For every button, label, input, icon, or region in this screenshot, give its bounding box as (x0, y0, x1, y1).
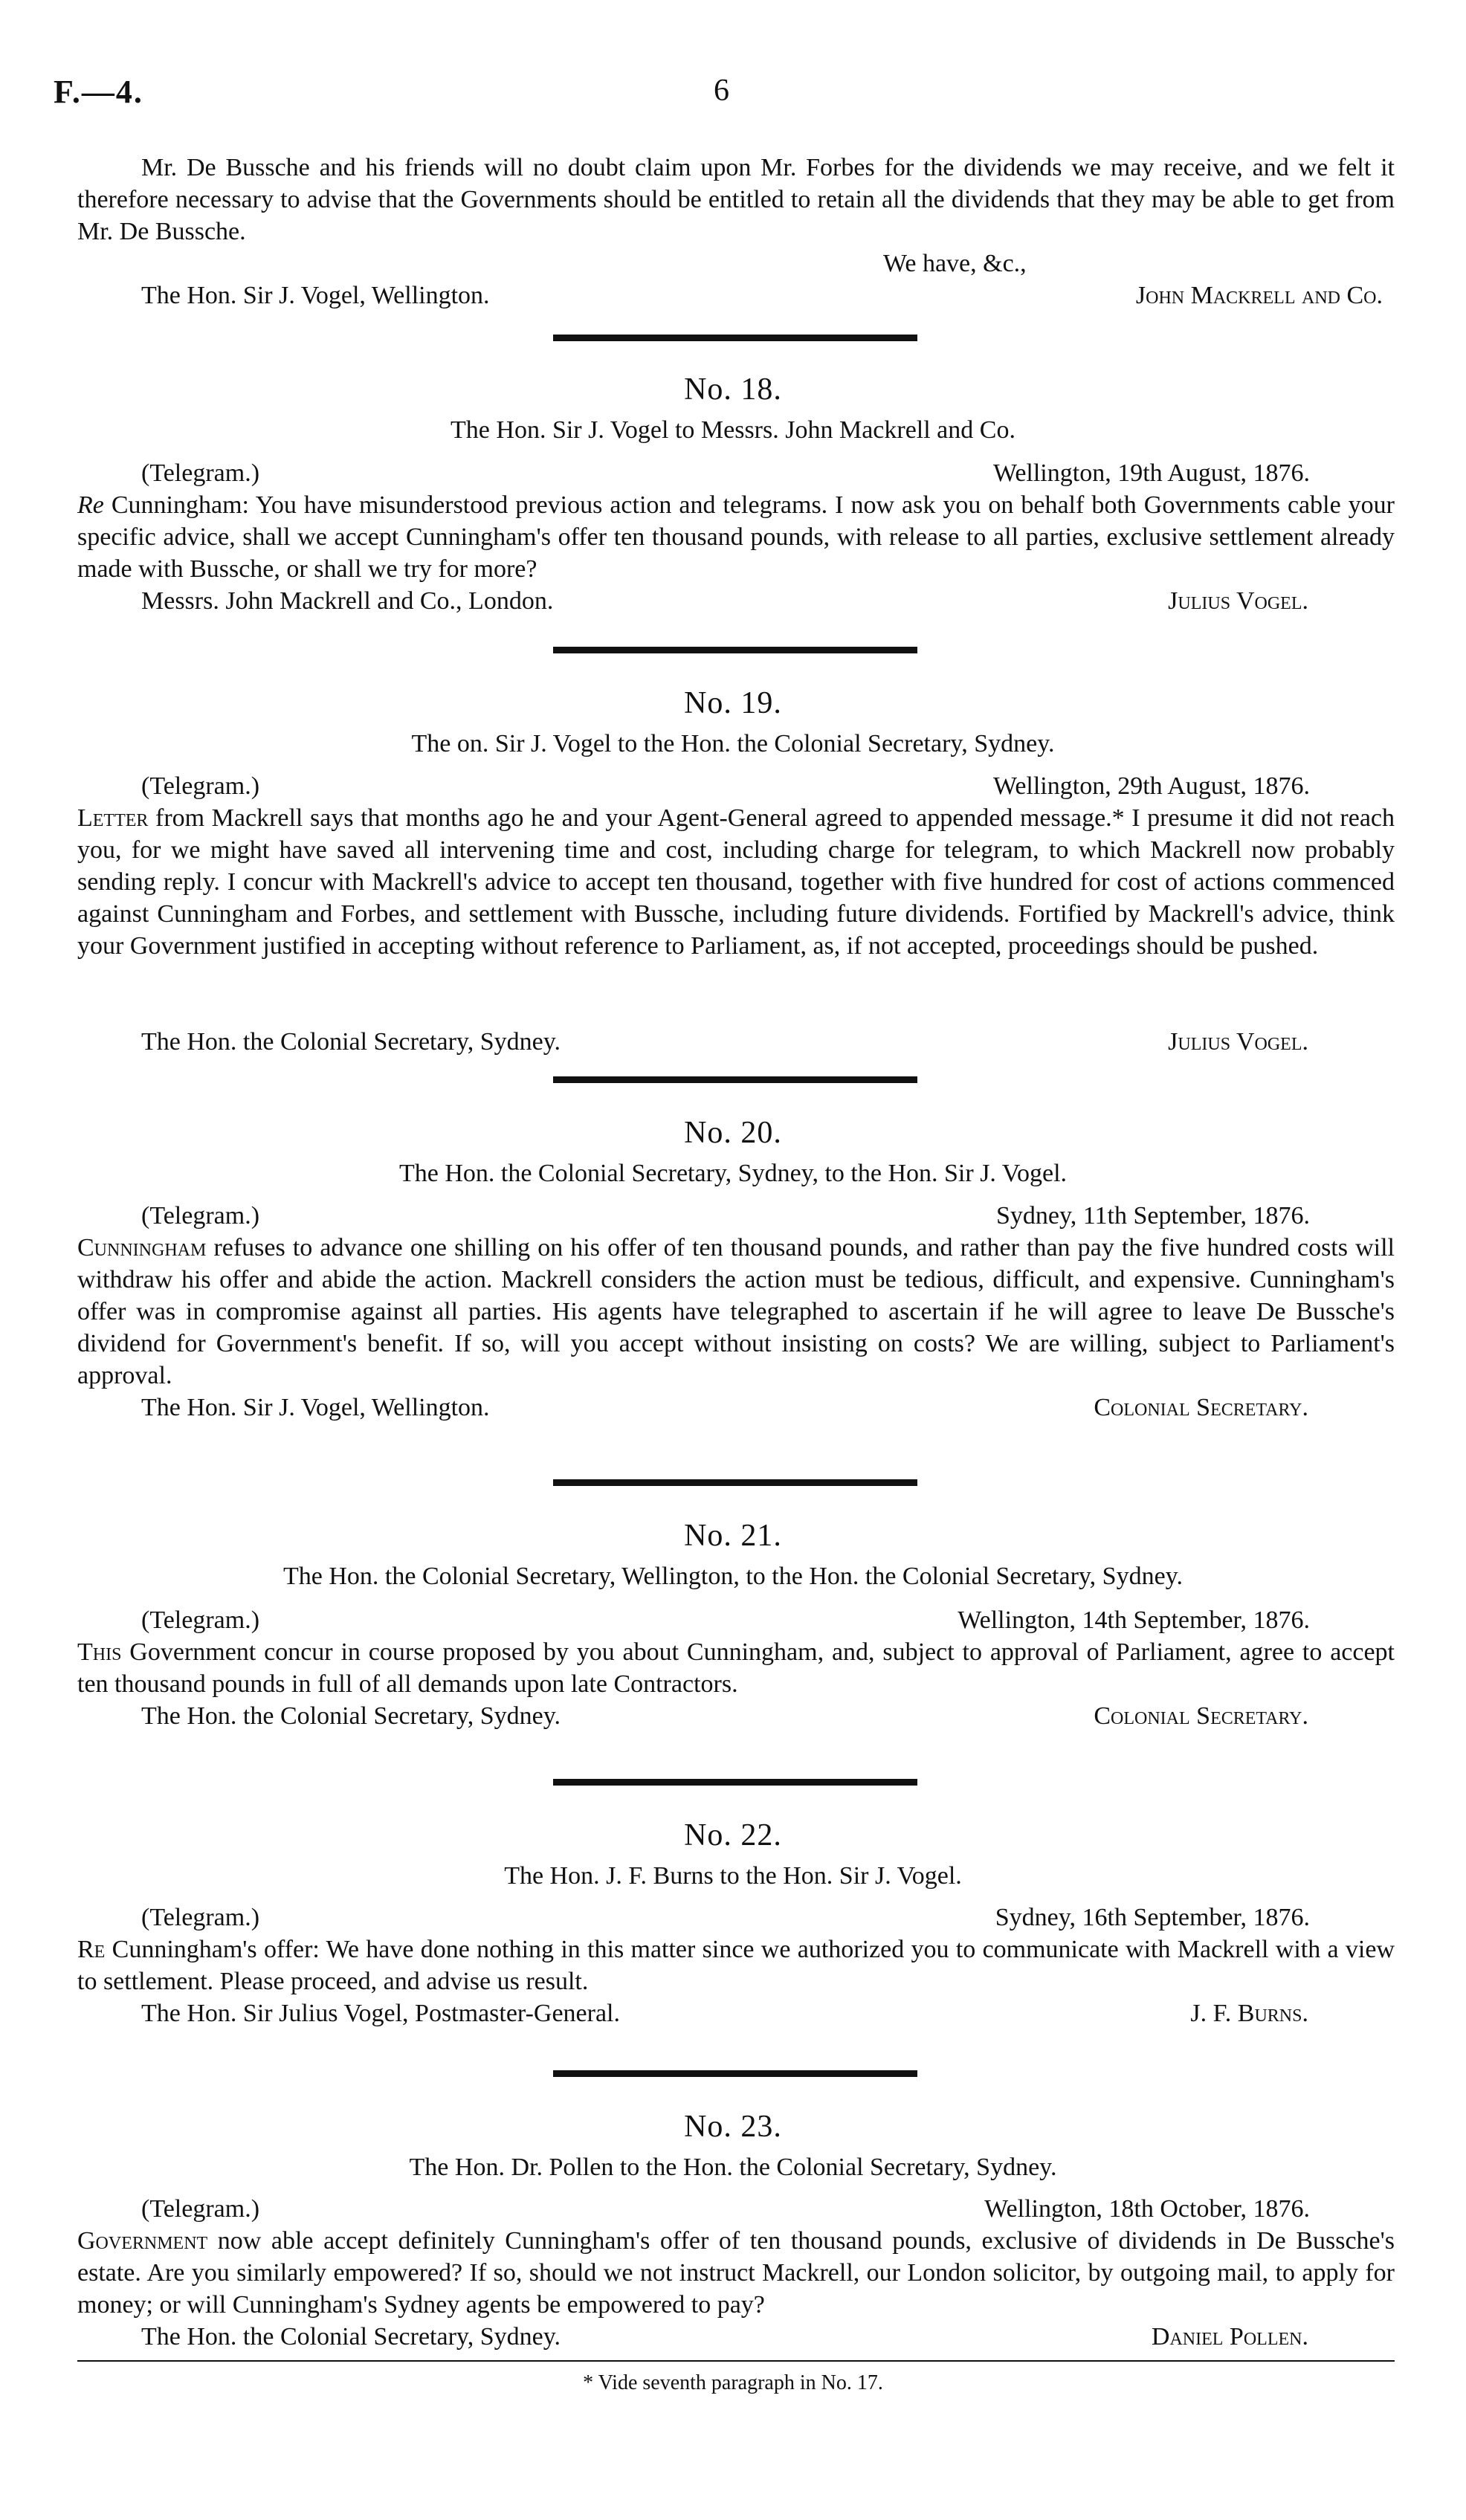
letter-number: No. 20. (684, 1116, 782, 1150)
letter-body-lead: Government (77, 2227, 208, 2255)
footnote-rule (77, 2360, 1395, 2362)
letter-dateline: Wellington, 29th August, 1876. (992, 772, 1310, 800)
section-divider (553, 2070, 917, 2077)
section-divider (553, 647, 917, 653)
continuation-addressee: The Hon. Sir J. Vogel, Wellington. (141, 282, 490, 309)
letter-dateline: Sydney, 11th September, 1876. (995, 1202, 1310, 1230)
letter-signature: Colonial Secretary. (1094, 1702, 1308, 1730)
letter-type: (Telegram.) (141, 459, 260, 487)
letter-type: (Telegram.) (141, 1606, 260, 1634)
letter-body (77, 1933, 1395, 1997)
letter-dateline: Wellington, 14th September, 1876. (958, 1606, 1310, 1634)
letter-body-text: Cunningham: You have misunderstood previous action and telegrams. I now ask you on behalf both Governments cable your specific advice, shall we accept Cunningham's offer ten thousand pounds, with release to all parties, exclusive settlement already made with Bussche, or shall we try for more? (77, 491, 1395, 583)
letter-dateline: Wellington, 19th August, 1876. (992, 459, 1310, 487)
letter-body (77, 1232, 1395, 1392)
letter-addressee: The Hon. the Colonial Secretary, Sydney. (141, 2323, 561, 2351)
letter-type: (Telegram.) (141, 2195, 260, 2223)
letter-dateline: Sydney, 16th September, 1876. (995, 1904, 1310, 1931)
section-divider (553, 335, 917, 341)
letter-title: The on. Sir J. Vogel to the Hon. the Colonial Secretary, Sydney. (411, 730, 1055, 757)
letter-title: The Hon. the Colonial Secretary, Sydney, to the Hon. Sir J. Vogel. (398, 1160, 1068, 1187)
letter-body-text: Government concur in course proposed by you about Cunningham, and, subject to approval of Parliament, agree to accept ten thousand pounds in full of all demands upon late Contractors. (77, 1638, 1395, 1698)
letter-addressee: The Hon. the Colonial Secretary, Sydney. (141, 1028, 561, 1056)
series-reference: F.—4. (54, 74, 143, 110)
continuation-paragraph: Mr. De Bussche and his friends will no doubt claim upon Mr. Forbes for the dividends we may receive, and we felt it therefore necessary to advise that the Governments should be entitled to retain all the dividends that they may be able to get from Mr. De Bussche. (77, 154, 1395, 245)
letter-number: No. 22. (684, 1818, 782, 1852)
section-divider (553, 1779, 917, 1786)
letter-body (77, 802, 1395, 962)
letter-title: The Hon. J. F. Burns to the Hon. Sir J. Vogel. (504, 1862, 962, 1890)
letter-signature: Daniel Pollen. (1151, 2323, 1308, 2351)
letter-number: No. 23. (684, 2110, 782, 2144)
letter-type: (Telegram.) (141, 1904, 260, 1931)
letter-body-text: refuses to advance one shilling on his offer of ten thousand pounds, and rather than pay the five hundred costs will withdraw his offer and abide the action. Mackrell considers the action must be tedious, difficult, and expensive. Cunningham's offer was in compromise against all parties. His agents have telegraphed to ascertain if he will agree to leave De Bussche's dividend for Government's benefit. If so, will you accept without insisting on costs? We are willing, subject to Parliament's approval. (77, 1234, 1395, 1389)
letter-body (77, 1636, 1395, 1700)
letter-body-text: now able accept definitely Cunningham's offer of ten thousand pounds, exclusive of dividends in De Bussche's estate. Are you similarly empowered? If so, should we not instruct Mackrell, our London solicitor, by outgoing mail, to apply for money; or will Cunningham's Sydney agents be empowered to pay? (77, 2227, 1395, 2319)
letter-body-lead: Letter (77, 804, 149, 832)
footnote: * Vide seventh paragraph in No. 17. (583, 2371, 883, 2394)
letter-number: No. 18. (684, 372, 782, 407)
letter-addressee: The Hon. the Colonial Secretary, Sydney. (141, 1702, 561, 1730)
letter-type: (Telegram.) (141, 772, 260, 800)
letter-number: No. 21. (684, 1519, 782, 1553)
letter-body-text: from Mackrell says that months ago he and your Agent-General agreed to appended message.* I presume it did not reach you, for we might have saved all intervening time and cost, including charge for telegram, to which Mackrell now probably sending reply. I concur with Mackrell's advice to accept ten thousand, together with five hundred for cost of actions commenced against Cunningham and Forbes, and settlement with Bussche, including future dividends. Fortified by Mackrell's advice, think your Government justified in accepting without reference to Parliament, as, if not accepted, proceedings should be pushed. (77, 804, 1395, 960)
letter-addressee: The Hon. Sir J. Vogel, Wellington. (141, 1394, 490, 1421)
page-number: 6 (714, 74, 729, 108)
letter-title: The Hon. the Colonial Secretary, Wellington, to the Hon. the Colonial Secretary, Sydney. (283, 1563, 1183, 1590)
section-divider (553, 1076, 917, 1083)
letter-body (77, 489, 1395, 585)
letter-addressee: The Hon. Sir Julius Vogel, Postmaster-General. (141, 2000, 620, 2027)
letter-signature: Julius Vogel. (1168, 1028, 1308, 1056)
letter-dateline: Wellington, 18th October, 1876. (984, 2195, 1310, 2223)
letter-title: The Hon. Sir J. Vogel to Messrs. John Mackrell and Co. (451, 416, 1015, 444)
letter-type: (Telegram.) (141, 1202, 260, 1230)
continuation-signature: John Mackrell and Co. (1135, 282, 1383, 309)
letter-title: The Hon. Dr. Pollen to the Hon. the Colonial Secretary, Sydney. (409, 2154, 1057, 2181)
letter-signature: Colonial Secretary. (1094, 1394, 1308, 1421)
letter-signature: J. F. Burns. (1190, 2000, 1308, 2027)
letter-body-text: Cunningham's offer: We have done nothing in this matter since we authorized you to communicate with Mackrell with a view to settlement. Please proceed, and advise us result. (77, 1936, 1395, 1995)
letter-body (77, 2225, 1395, 2321)
continuation-closing: We have, &c., (883, 250, 1027, 277)
letter-body-lead: Cunningham (77, 1234, 207, 1261)
letter-signature: Julius Vogel. (1168, 587, 1308, 615)
letter-addressee: Messrs. John Mackrell and Co., London. (141, 587, 554, 615)
section-divider (553, 1479, 917, 1486)
letter-body-lead: Re (77, 491, 104, 519)
letter-body-lead: This (77, 1638, 122, 1666)
letter-body-lead: Re (77, 1936, 106, 1963)
letter-number: No. 19. (684, 686, 782, 720)
